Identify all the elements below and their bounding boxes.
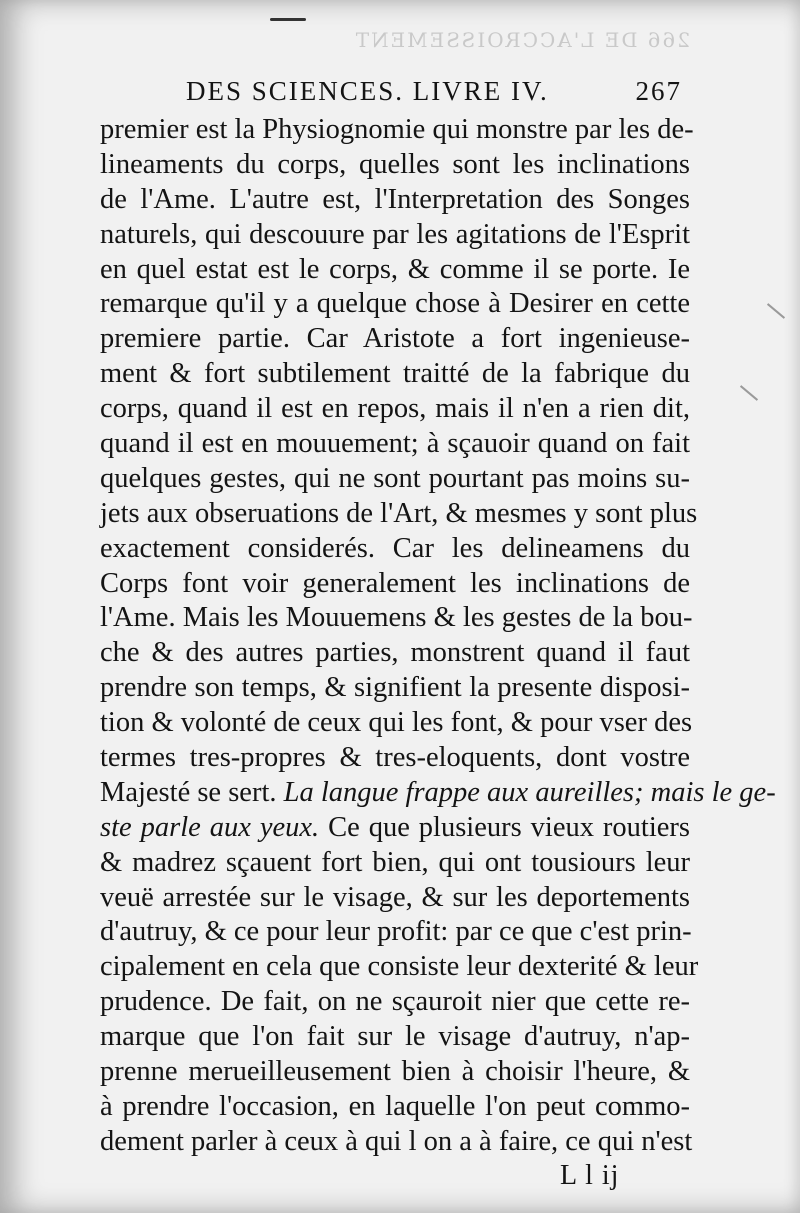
text-line <box>100 915 690 950</box>
line-text: d'autruy, & ce pour leur profit: par ce que c'est prin- <box>100 916 692 948</box>
line-text: cipalement en cela que consiste leur dexterité & leur <box>100 951 699 983</box>
line-text: de l'Ame. L'autre est, l'Interpretation des Songes <box>100 183 690 215</box>
line-text: Corps font voir generalement les inclinations de <box>100 567 690 599</box>
text-line <box>100 113 694 148</box>
text-line <box>100 427 690 462</box>
text-line <box>100 636 690 671</box>
line-text: prenne merueilleusement bien à choisir l'heure, & <box>100 1056 690 1088</box>
line-text: quand il est en mouuement; à sçauoir quand on fait <box>100 428 690 460</box>
text-line <box>100 357 690 392</box>
text-line <box>100 1090 690 1125</box>
line-text: premier est la Physiognomie qui monstre par les de- <box>100 114 694 145</box>
running-head-title: DES SCIENCES. LIVRE IV. <box>186 76 549 106</box>
line-text: prudence. De fait, on ne sçauroit nier que cette re- <box>100 986 690 1018</box>
bleed-through-text: 266 DE L'ACCROISSEMENT <box>353 28 690 52</box>
line-text: lineaments du corps, quelles sont les inclinations <box>100 148 690 180</box>
text-line <box>100 1020 690 1055</box>
margin-mark <box>767 303 785 319</box>
text-line <box>100 846 690 881</box>
line-text: remarque qu'il y a quelque chose à Desirer en cette <box>100 288 690 320</box>
text-line <box>100 601 693 636</box>
text-line <box>100 392 690 427</box>
line-text: corps, quand il est en repos, mais il n'en a rien dit, <box>100 393 690 425</box>
line-text: termes tres-propres & tres-eloquents, dont vostre <box>100 742 690 774</box>
line-text: & madrez sçauent fort bien, qui ont tousiours leur <box>100 846 690 878</box>
text-line <box>100 881 690 916</box>
text-line <box>100 1055 690 1090</box>
text-line <box>100 183 690 218</box>
line-text: marque que l'on fait sur le visage d'autruy, n'ap- <box>100 1021 690 1053</box>
page-number: 267 <box>635 76 682 106</box>
line-text: exactement considerés. Car les delineamens du <box>100 532 690 564</box>
text-line <box>100 532 690 567</box>
text-line <box>100 950 699 985</box>
text-line <box>100 253 690 288</box>
body-text <box>100 113 776 1160</box>
line-text: tion & volonté de ceux qui les font, & pour vser des <box>100 707 693 739</box>
text-line <box>100 985 690 1020</box>
ink-mark <box>270 18 306 21</box>
text-line <box>100 1125 693 1160</box>
text-line <box>100 811 690 846</box>
italic-quote: ste parle aux yeux. <box>100 811 320 843</box>
line-text: che & des autres parties, monstrent quand il faut <box>100 637 690 669</box>
text-line <box>100 741 690 776</box>
signature-mark: L l ij <box>560 1160 620 1191</box>
text-line <box>100 567 690 602</box>
line-text: dement parler à ceux à qui l on a à faire, ce qui n'est <box>100 1125 693 1157</box>
running-head <box>100 76 700 110</box>
line-text: Majesté se sert. <box>100 776 284 808</box>
line-text: premiere partie. Car Aristote a fort ingenieuse- <box>100 323 690 355</box>
italic-quote: La langue frappe aux aureilles; mais le ge- <box>283 776 776 808</box>
line-text: quelques gestes, qui ne sont pourtant pas moins su- <box>100 462 690 494</box>
text-line <box>100 218 690 253</box>
text-line <box>100 776 776 811</box>
line-text: prendre son temps, & signifient la presente disposi- <box>100 672 690 704</box>
line-text: jets aux obseruations de l'Art, & mesmes y sont plus <box>100 497 698 529</box>
line-text: en quel estat est le corps, & comme il se porte. Ie <box>100 253 690 285</box>
line-text: l'Ame. Mais les Mouuemens & les gestes de la bou- <box>100 602 693 634</box>
line-text: naturels, qui descouure par les agitations de l'Esprit <box>100 218 690 250</box>
line-text: veuë arrestée sur le visage, & sur les deportements <box>100 881 690 913</box>
line-text: ment & fort subtilement traitté de la fabrique du <box>100 358 690 390</box>
margin-mark <box>740 385 758 401</box>
text-line <box>100 322 690 357</box>
text-line <box>100 706 693 741</box>
text-line <box>100 497 698 532</box>
line-text: Ce que plusieurs vieux routiers <box>319 811 690 843</box>
line-text: à prendre l'occasion, en laquelle l'on peut commo- <box>100 1090 690 1122</box>
text-line <box>100 148 690 183</box>
text-line <box>100 671 690 706</box>
text-line <box>100 462 690 497</box>
text-line <box>100 287 690 322</box>
